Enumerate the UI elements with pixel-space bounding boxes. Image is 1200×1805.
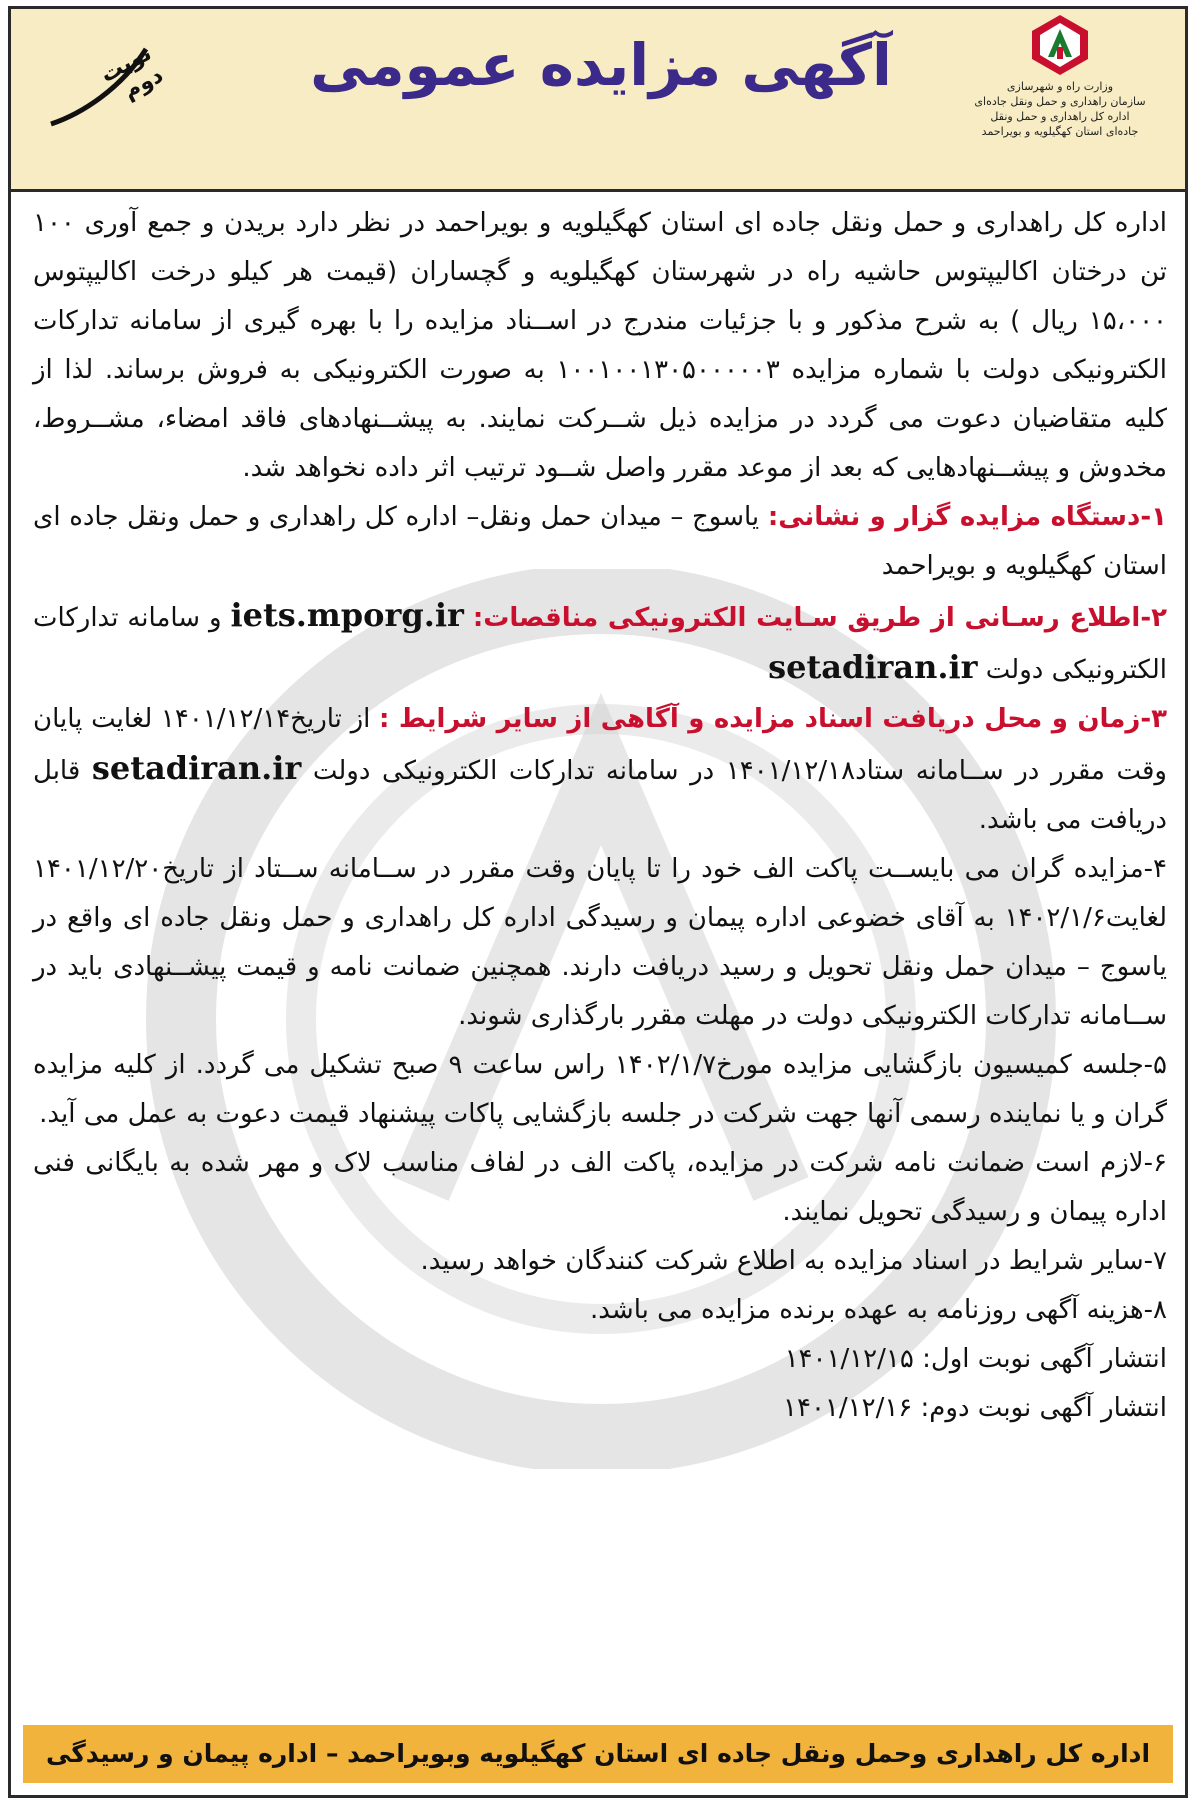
round-badge-label: نوبت دوم xyxy=(96,40,168,105)
item-3-text-a: از تاریخ۱۴۰۱/۱۲/۱۴ لغایت پایان وقت مقرر در ســامانه ستاد۱۴۰۱/۱۲/۱۸ در سامانه تدارکات الکترونیکی دولت xyxy=(33,704,1167,786)
item-4: ۴-مزایده گران می بایســت پاکت الف خود را تا پایان وقت مقرر در ســامانه ســتاد از تاریخ۱۴۰۱/۱۲/۲۰ لغایت۱۴۰۲/۱/۶ به آقای خضوعی اداره پیمان و رسیدگی اداره کل راهداری و حمل ونقل جاده ای واقع در یاسوج – میدان حمل ونقل تحویل و رسید دریافت دارند. همچنین ضمانت نامه و قیمت پیشــنهادی باید در ســامانه تدارکات الکترونیکی دولت در مهلت مقرر بارگذاری شوند. xyxy=(33,854,1167,1031)
item-5: ۵-جلسه کمیسیون بازگشایی مزایده مورخ۱۴۰۲/۱/۷ راس ساعت ۹ صبح تشکیل می گردد. از کلیه مزایده گران و یا نماینده رسمی آنها جهت شرکت در جلسه بازگشایی پاکات پیشنهاد قیمت دعوت به عمل می آید. xyxy=(33,1050,1167,1129)
footer-banner: اداره کل راهداری وحمل ونقل جاده ای استان کهگیلویه وبویراحمد – اداره پیمان و رسیدگی xyxy=(23,1725,1173,1783)
round-badge xyxy=(41,29,168,139)
page-title: آگهی مزایده عمومی xyxy=(310,31,892,99)
setadiran-site-link[interactable]: setadiran.ir xyxy=(91,749,302,787)
item-1-heading: ۱-دستگاه مزایده گزار و نشانی: xyxy=(767,502,1167,532)
ministry-line: وزارت راه و شهرسازی xyxy=(1006,80,1114,93)
notice-body xyxy=(33,199,1167,1433)
item-2-heading: ۲-اطلاع رسـانی از طریق سـایت الکترونیکی مناقصات: xyxy=(472,603,1168,633)
iets-site-link[interactable]: iets.mporg.ir xyxy=(230,596,464,634)
item-8: ۸-هزینه آگهی روزنامه به عهده برنده مزایده می باشد. xyxy=(590,1295,1167,1325)
ministry-line: سازمان راهداری و حمل ونقل جاده‌ای xyxy=(974,95,1146,108)
item-3-heading: ۳-زمان و محل دریافت اسناد مزایده و آگاهی از سایر شرایط : xyxy=(379,704,1168,734)
item-3-text-b: قابل دریافت می باشد. xyxy=(33,756,1167,835)
notice-frame xyxy=(8,6,1188,1798)
ministry-logo-icon xyxy=(1030,13,1090,77)
item-7: ۷-سایر شرایط در اسناد مزایده به اطلاع شرکت کنندگان خواهد رسید. xyxy=(420,1246,1167,1276)
item-3 xyxy=(33,695,1167,845)
ministry-line: اداره کل راهداری و حمل ونقل xyxy=(990,110,1130,123)
item-1-text: یاسوج – میدان حمل ونقل– اداره کل راهداری و حمل ونقل جاده ای استان کهگیلویه و بویراحمد xyxy=(33,502,1167,581)
ministry-name xyxy=(945,79,1175,139)
setadiran-site-link[interactable]: setadiran.ir xyxy=(768,648,978,686)
item-2-text: و سامانه تدارکات الکترونیکی دولت xyxy=(33,603,1167,685)
item-2 xyxy=(33,591,1167,695)
notice-header xyxy=(11,9,1185,192)
intro-paragraph: اداره کل راهداری و حمل ونقل جاده ای استان کهگیلویه و بویراحمد در نظر دارد بریدن و جمع آوری ۱۰۰ تن درختان اکالیپتوس حاشیه راه در شهرستان کهگیلویه و گچساران (قیمت هر کیلو درخت اکالیپتوس ۱۵،۰۰۰ ریال ) به شرح مذکور و با جزئیات مندرج در اســناد مزایده را با بهره گیری از سامانه تدارکات الکترونیکی دولت با شماره مزایده ۱۰۰۱۰۰۱۳۰۵۰۰۰۰۰۳ به صورت الکترونیکی به فروش برساند. لذا از کلیه متقاضیان دعوت می گردد در مزایده ذیل شــرکت نمایند. به پیشــنهادهای فاقد امضاء، مشــروط، مخدوش و پیشــنهادهایی که بعد از موعد مقرر واصل شــود ترتیب اثر داده نخواهد شد. xyxy=(33,208,1167,483)
publish-first-round: انتشار آگهی نوبت اول: ۱۴۰۱/۱۲/۱۵ xyxy=(784,1344,1167,1374)
item-1 xyxy=(33,493,1167,591)
ministry-line: جاده‌ای استان کهگیلویه و بویراحمد xyxy=(981,125,1139,138)
item-6: ۶-لازم است ضمانت نامه شرکت در مزایده، پاکت الف در لفاف مناسب لاک و مهر شده به بایگانی فنی اداره پیمان و رسیدگی تحویل نمایند. xyxy=(33,1148,1167,1227)
ministry-logo-block xyxy=(945,13,1175,139)
publish-second-round: انتشار آگهی نوبت دوم: ۱۴۰۱/۱۲/۱۶ xyxy=(783,1393,1167,1423)
